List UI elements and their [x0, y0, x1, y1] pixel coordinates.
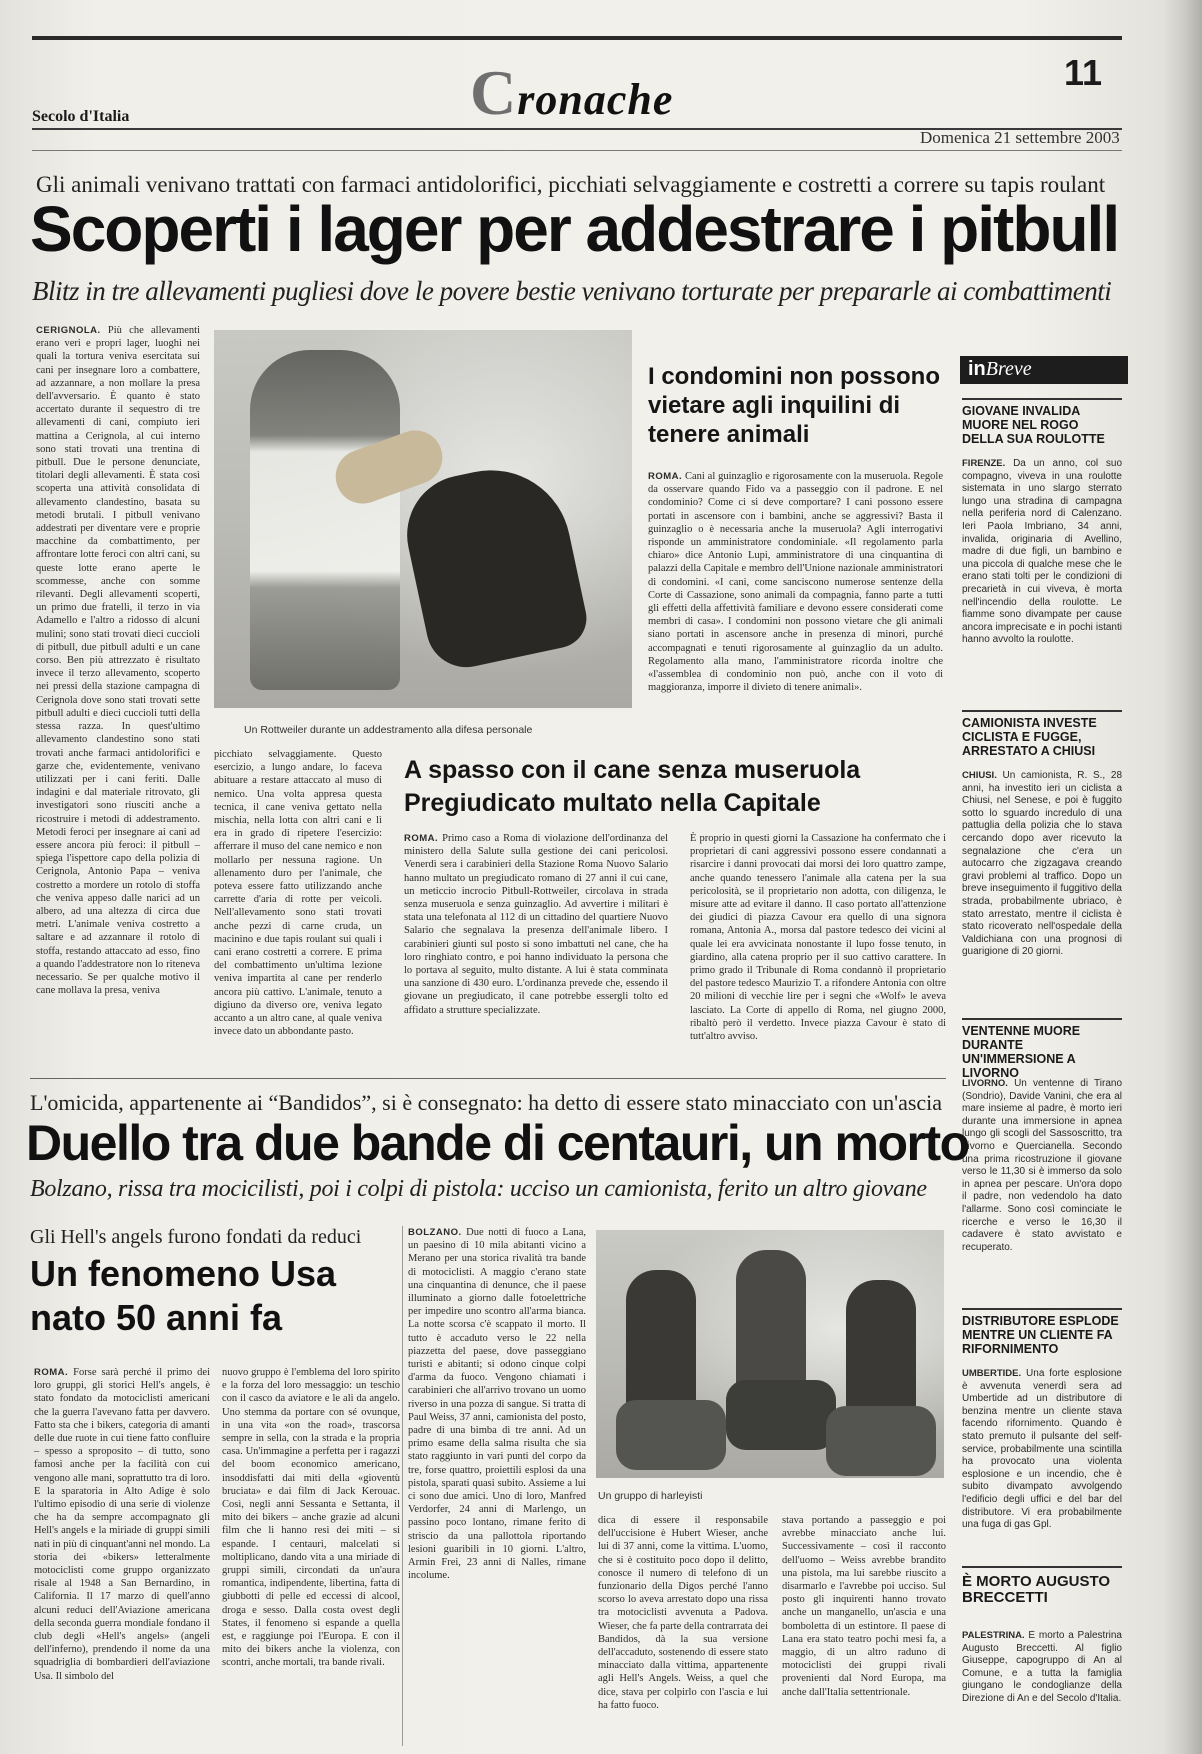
binding-shadow — [1162, 0, 1202, 1754]
trainer-figure — [250, 350, 400, 690]
condo-dateline: ROMA. — [648, 471, 683, 482]
bikers-story-column-1 — [408, 1226, 586, 1746]
brief-rule-2 — [962, 710, 1122, 712]
issue-date: Domenica 21 settembre 2003 — [920, 128, 1120, 147]
main-kicker: Gli animali venivano trattati con farmaci antidolorifici, picchiati selvaggiamente e costretti a correre su tapis roulant — [36, 172, 1106, 197]
dog-figure — [396, 455, 592, 674]
brief-dateline-3: LIVORNO. — [962, 1078, 1008, 1089]
brief-dateline-1: FIRENZE. — [962, 458, 1006, 469]
muzzle-story-column-1 — [404, 832, 668, 1062]
rottweiler-photo-caption: Un Rottweiler durante un addestramento alla difesa personale — [244, 724, 533, 736]
muzzle-body-1: Primo caso a Roma di violazione dell'ordinanza del ministero della Salute sulla gestione dei cani pericolosi. Venerdì sera i carabinieri della Stazione Roma Nuovo Salario hanno multato un pregiudicato romano di 27 anni il cui cane, un meticcio incrocio Pitbull-Rottweiler, circolava in strada senza museruola e senza guinzaglio. Ad avvertire i militari è stata una telefonata al 112 di un cittadino del quartiere Nuovo Salario che segnalava la presenza dell'animale libero. I carabinieri giunti sul posto si sono imbattuti nel cane, che ha loro ringhiato contro, e poi hanno individuato la persona che lo portava al seguito, multo distante. A lui è stata comminata una sanzione di 430 euro. L'ordinanza prevede che, essendo il giovane un pregiudicato, il cane potrebbe essergli tolto ed affidato a strutture specializzate. — [404, 833, 668, 1016]
brief-title-4: DISTRIBUTORE ESPLODE MENTRE UN CLIENTE FA RIFORNIMENTO — [962, 1314, 1119, 1356]
in-breve-label-breve: Breve — [985, 358, 1032, 380]
brief-rule-3 — [962, 1018, 1122, 1020]
brief-rule-5 — [962, 1566, 1122, 1568]
main-deck: Blitz in tre allevamenti pugliesi dove le povere bestie venivano torturate per prepararle ai combattimenti — [32, 276, 1112, 306]
column-divider — [402, 1226, 403, 1746]
hells-story-column-2: nuovo gruppo è l'emblema del loro spirito e la forza del loro messaggio: un teschio con il casco da aviatore e le ali da angelo. Uno stemma da portare con sé ovunque, in una vita «on the road», trascorsa sempre in sella, con la strada e la propria casa. Un'immagine a perfetta per i ragazzi del boom economico americano, insoddisfatti dai miti della «gioventù bruciata» e dai film di Jack Kerouac. Così, negli anni Sessanta e Settanta, il mito dei bikers – anche grazie ad alcuni film che li hanno resi dei miti – si espande. I centauri, malcelati si moltiplicano, dando vita a una miriade di gruppi simili, circondati da un'aura romantica, indipendente, libertina, fatta di giubbotti di pelle ed eccessi di alcool, droga e sesso. Dalla costa ovest degli States, il fenomeno si espande a quella est, e raggiunge poi l'Europa. E con il mito dei bikers anche la violenza, con scontri, anche mortali, tra bande rivali. — [222, 1367, 400, 1669]
bikers-top-rule — [30, 1078, 946, 1079]
brief-dateline-2: CHIUSI. — [962, 770, 997, 781]
brief-title-5: È MORTO AUGUSTO BRECCETTI — [962, 1573, 1111, 1606]
condo-story-text — [648, 470, 943, 718]
muzzle-headline: A spasso con il cane senza museruola Pregiudicato multato nella Capitale — [404, 756, 861, 817]
bikers-story-column-2: dica di essere il responsabile dell'uccisione è Hubert Wieser, anche lui di 37 anni, come la vittima. L'uomo, che si è costituito poco dopo il delitto, conosce il numero di telefono di un funzionario della Digos perché l'anno scorso lo aveva arrestato dopo una rissa tra motociclisti avvenuta a Padova. Wieser, che fa parte della contrarrata dei Bandidos, dà la sua versione dell'accaduto, sostenendo di essere stato minacciato dalla vittima, appartenente agli Hell's Angels. Weiss, a quel che dice, stava per colpirlo con l'ascia e lui ha fatto fuoco. — [598, 1515, 768, 1711]
brief-dateline-5: PALESTRINA. — [962, 1630, 1025, 1641]
bikers-dateline: BOLZANO. — [408, 1227, 462, 1238]
harley-riders-photo — [596, 1230, 944, 1478]
page-number: 11 — [1064, 52, 1103, 93]
in-breve-label-in: in — [968, 358, 986, 380]
brief-body-2 — [962, 770, 1122, 1006]
main-dateline: CERIGNOLA. — [36, 325, 101, 336]
brief-rule-4 — [962, 1308, 1122, 1310]
brief-title-3: VENTENNE MUORE DURANTE UN'IMMERSIONE A LIVORNO — [962, 1024, 1081, 1080]
main-story-text-1: Più che allevamenti erano veri e propri lager, luoghi nei quali la tortura veniva esercitata sui cani per insegnare loro a combattere, ad azzannare, a non mollare la presa dell'avversario. È quanto è stato accertato durante il sequestro di tre allevamenti di cani, compiuto ieri mattina a Cerignola, al cui interno sono stati trovati una trentina di pitbull. Due le persone denunciate, titolari degli allevamenti. È stata così scoperta una attività consolidata di allevamento clandestino, basata su metodi brutali. I pitbull venivano addestrati per diventare vere e proprie macchine da combattimento, per affrontare lotte feroci con altri cani, su queste lotte erano aperte le scommesse, anche con somme rilevanti. Degli allevamenti scoperti, un primo due fratelli, il terzo in via Adamello e l'altro a ridosso di alcuni mulini; sono stati trovati dieci cuccioli di pitbull, due pitbull adulti e un cane corso. Ben più attrezzato è risultato invece il terzo allevamento, scoperto nei pressi della stazione campagna di Cerignola dove sono stati trovati sette pitbull adulti e dieci cuccioli tutti della stessa razza. In quest'ultimo allevamento clandestino sono stati trovati anche farmaci antidolorifici e garze che, evidentemente, venivano utilizzati per i cani feriti. Dalle indagini e dal materiale ritrovato, gli investigatori sono riusciti anche a ricostruire i metodi di addestramento. Metodi feroci per insegnare ai cani ad essere ancora più feroci: il pitbull – spiega l'ispettore capo della polizia di Cerignola, Antonio Papa – veniva costretto a mordere un rotolo di stoffa che veniva appeso dalle narici ad un albero, ad una altezza di circa due metri. L'animale veniva costretto a saltare e ad azzannare il rotolo di stoffa, restando attaccato ad esso, fino a quando l'addestratore non lo riteneva necessario. Se per qualche motivo il cane mollava la presa, veniva — [36, 325, 200, 997]
main-headline: Scoperti i lager per addestrare i pitbull — [30, 193, 1119, 265]
header-thin-rule — [32, 150, 1122, 151]
main-story-column-1 — [36, 324, 200, 1066]
brief-body-4 — [962, 1368, 1122, 1554]
brief-text-5: È morto a Palestrina Augusto Breccetti. Al figlio Giuseppe, capogruppo di An al Comune, e a tutta la famiglia giungano le condoglianze della Direzione di An e del Secolo d'Italia. — [962, 1630, 1122, 1704]
section-title-initial: C — [470, 57, 518, 128]
hells-body-1: Forse sarà perché il primo dei loro gruppi, gli storici Hell's angels, è stato fondato da motociclisti americani che la guerra l'avevano fatta per davvero. Fatto sta che i bikers, categoria di amanti delle due ruote in cui tiene fatto confluire – spesso a sproposito – di tutto, sono famosi anche per la facilità con cui vengono alle mani, soprattutto tra di loro. E la sparatoria in Alto Adige è solo l'ultimo episodio di una serie di violenze che ha da sempre accompagnato gli Hell's angels e la miriade di gruppi simili nati in più di cinquant'anni nel mondo. La storia dei «bikers» letteralmente motociclisti come gruppo organizzato risale al 1948 a San Bernardino, in California. Il 17 marzo di quell'anno alcuni reduci dell'Aviazione americana della seconda guerra mondiale fondano il club degli «Hell's angels» (angeli dell'inferno), prendendo il nome da una squadriglia di bombardieri dell'aviazione Usa. Il simbolo del — [34, 1367, 210, 1682]
muzzle-story-column-2: È proprio in questi giorni la Cassazione ha confermato che i proprietari di cani aggressivi possono essere condannati a risarcire i danni provocati dai morsi dei loro quattro zampe, anche quando tenessero l'animale alla catena per la sua pericolosità, se il proprietario non adotta, con diligenza, le misure atte ad evitare il danno. Il caso portato all'attenzione dei giudici di piazza Cavour era quello di una signora romana, Antonia A., morsa dal pastore tedesco dei vicini al quale lei era avvicinata nonostante il lupo fosse tenuto, in giardino, alla catena proprio per il suo cattivo carattere. In primo grado il Tribunale di Roma condannò il proprietario del pastore tedesco Maurizio T. a rifondere Antonia con oltre 20 milioni di vecchie lire per i segni che «Wolf» le aveva lasciato. La Corte di appello di Roma, nel giugno 2000, ribaltò però il verdetto. Invece piazza Cavour è stato di tutt'altro avviso. — [690, 833, 946, 1043]
hells-headline: Un fenomeno Usa nato 50 anni fa — [30, 1253, 337, 1338]
brief-body-1 — [962, 458, 1122, 696]
brief-title-1: GIOVANE INVALIDA MUORE NEL ROGO DELLA SUA ROULOTTE — [962, 404, 1105, 446]
motorcycle-shape — [616, 1400, 726, 1470]
section-title — [470, 56, 673, 130]
in-breve-label — [960, 356, 1128, 384]
motorcycle-shape — [726, 1380, 836, 1450]
header-top-rule — [32, 36, 1122, 40]
brief-text-4: Una forte esplosione è avvenuta venerdì sera ad Umbertide ad un distributore di benzina mentre un cliente stava facendo rifornimento. Quando è stato premuto il pulsante del self-service, probabilmente una scintilla ha provocato una violenta esplosione e un incendio, che è subito divampato avvolgendo l'edificio degli uffici e del bar del distributore. Vi era probabilmente una fuga di gas Gpl. — [962, 1368, 1122, 1531]
bikers-story-column-3: stava portando a passeggio e poi avrebbe minacciato anche lui. Successivamente – così il racconto dell'uomo – Weiss avrebbe brandito una pistola, ma lui sarebbe riuscito a disarmarlo e l'avrebbe poi ucciso. Sul posto gli inquirenti hanno trovato anche un manganello, un'ascia e una bomboletta di un estintore. Il paese di Lana era stato teatro pochi mesi fa, a maggio, di un altro raduno di motociclisti dei gruppi rivali provenienti dal Nord Europa, ma anche dall'Italia settentrionale. — [782, 1515, 946, 1698]
harley-photo-caption: Un gruppo di harleyisti — [598, 1490, 703, 1502]
brief-body-3 — [962, 1078, 1122, 1300]
brief-rule-1 — [962, 398, 1122, 400]
bikers-headline: Duello tra due bande di centauri, un morto — [26, 1115, 969, 1171]
bikers-deck: Bolzano, rissa tra mocicilisti, poi i colpi di pistola: ucciso un camionista, ferito un altro giovane — [30, 1176, 927, 1202]
bikers-kicker: L'omicida, appartenente ai “Bandidos”, si è consegnato: ha detto di essere stato minacciato con un'ascia — [30, 1090, 943, 1115]
condo-body: Cani al guinzaglio e rigorosamente con la museruola. Regole da osservare quando Fido va a passeggio con il padrone. E nel condominio? Come ci si deve comportare? I cani possono essere portati in ascensore con i bambini, anche se aggressivi? Basta il guinzaglio o è necessaria anche la museruola? Agli interrogativi risponde un amministratore condominiale. «Il regolamento parla chiaro» dice Antonio Lupi, amministratore di una cinquantina di palazzi della Capitale e membro dell'Unione nazionale amministratori di condomini. «I cani, come sanciscono numerose sentenze della Corte di Cassazione, sono animali da compagnia, fanno parte a tutti gli effetti della affettività familiare e devono essere considerati come membri di casa». I condomini non possono vietare che gli animali siano portati in ascensore anche in presenza di minori, purché accompagnati e tenuti rigorosamente al guinzaglio da un adulto. Regolamento alla mano, l'amministratore ricorda inoltre che «l'assemblea di condominio non può, anche con il voto di maggioranza, imporre il divieto di tenere animali». — [648, 471, 943, 694]
brief-text-3: Un ventenne di Tirano (Sondrio), Davide Vanini, che era al mare insieme al padre, è morto ieri durante una immersione in apnea lungo gli scogli del Sassoscritto, tra Livorno e Quercianella. Secondo una prima ricostruzione il giovane verso le 11,30 si è immerso da solo in apnea per pescare. Un'ora dopo il padre, non vedendolo ha dato l'allarme. Sono così cominciate le ricerche e verso le 16,30 il cadavere è stato avvistato e recuperato. — [962, 1078, 1122, 1253]
hells-kicker: Gli Hell's angels furono fondati da reduci — [30, 1226, 362, 1248]
brief-text-1: Da un anno, col suo compagno, viveva in una roulotte sistemata in uno slargo sterrato lungo una stradina di campagna nella periferia nord di Calenzano. Ieri Paola Imbriano, 34 anni, invalida, originaria di Avellino, madre di due figli, un bambino e una piccola di qualche mese che le erano stati tolti per le condizioni di precarietà in cui viveva, è morta nell'incendio della roulotte. Le fiamme sono divampate per cause ancora imprecisate e in pochi istanti hanno avvolto la roulotte. — [962, 458, 1122, 646]
brief-body-5 — [962, 1630, 1122, 1742]
main-story-column-2: picchiato selvaggiamente. Questo esercizio, a lungo andare, lo faceva abituare a restare attaccato al muso di nemico. Una volta appresa questa tecnica, il cane veniva gettato nella mischia, nella lotta con altri cani e lì era in grado di ripetere l'esercizio: afferrare il muso del cane nemico e non mollarlo per nessuna ragione. Un allenamento duro per l'animale, che poteva essere fatto utilizzando anche carrette d'aria di rotte per veicoli. Nell'allevamento sono stati trovati anche pezzi di carne cruda, un macinino e due tapis roulant sui quali i cani erano costretti a correre. E prima del combattimento un'ultima lezione veniva impartita al cane per renderlo ancora più cattivo. L'animale, tenuto a digiuno da diverso ore, veniva legato accanto a un altro cane, al quale veniva invece dato un abbondante pasto. — [214, 749, 382, 1038]
rider-figure — [626, 1270, 696, 1420]
muzzle-dateline: ROMA. — [404, 833, 439, 844]
condo-headline: I condomini non possono vietare agli inquilini di tenere animali — [648, 363, 940, 448]
brief-text-2: Un camionista, R. S., 28 anni, ha investito ieri un ciclista a Chiusi, nel Senese, e poi è fuggito sotto lo sguardo incredulo di una pattuglia della polizia che lo stava cercando dopo aver ricevuto la segnalazione che c'era un autocarro che zigzagava creando gravi problemi al traffico. Dopo un breve inseguimento il fuggitivo della strada, probabilmente ubriaco, è stato arrestato, mentre il ciclista è stato ricoverato nell'ospedale della Valdichiana con una prognosi di guarigione di 20 giorni. — [962, 770, 1122, 958]
rottweiler-photo — [214, 330, 632, 708]
brief-dateline-4: UMBERTIDE. — [962, 1368, 1022, 1379]
section-title-rest: ronache — [517, 75, 674, 124]
brief-title-2: CAMIONISTA INVESTE CICLISTA E FUGGE, ARRESTATO A CHIUSI — [962, 716, 1097, 758]
bikers-body-1: Due notti di fuoco a Lana, un paesino di 10 mila abitanti vicino a Merano per una storica rivalità tra bande di motociclisti. A maggio c'erano state una cinquantina di denunce, che il paese illuminato a giorno dalle fotoelettriche per impedire uno scontro all'arma bianca. La notte scorsa c'è scappato il morto. Il tutto è accaduto verso le 22 nella piazzetta del paese, dove passeggiano turisti e abitanti; si odono cinque colpi d'arma da fuoco. Vengono chiamati i carabinieri che all'arrivo trovano un uomo riverso in una pozza di sangue. Si tratta di Paul Weiss, 37 anni, camionista del posto, padre di una bimba di tre anni. Ad un primo esame della salma risulta che sia stato raggiunto in vari punti del corpo da tre, forse quattro, proiettili esplosi da una pistola, sparati quasi subito. Assieme a lui ci sono due amici. Uno di loro, Manfred Verdorfer, 24 anni di Marlengo, un passino poco lontano, rimane ferito di striscio da una pallottola riportando lesioni guaribili in 10 giorni. L'altro, Armin Frei, 23 anni di Nalles, rimane incolume. — [408, 1227, 586, 1582]
rider-figure — [736, 1250, 806, 1400]
masthead: Secolo d'Italia — [32, 108, 130, 125]
hells-story-column-1 — [34, 1366, 210, 1746]
hells-dateline: ROMA. — [34, 1367, 69, 1378]
motorcycle-shape — [826, 1406, 936, 1476]
